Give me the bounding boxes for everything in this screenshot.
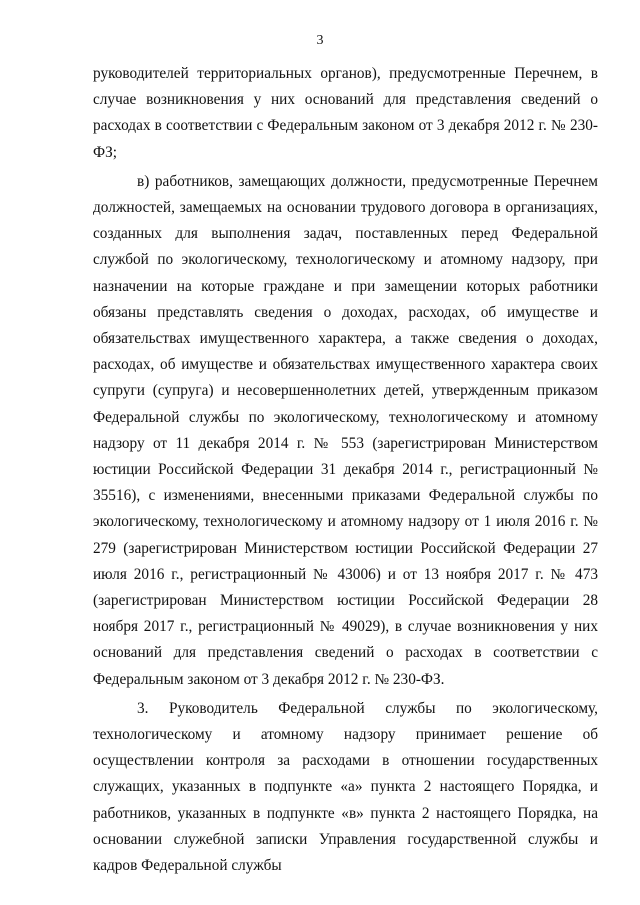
paragraph-continuation: руководителей территориальных органов), предусмотренные Перечнем, в случае возникновения у них оснований для представления сведений о расходах в соответствии с Федеральным законом от 3 декабря 2012 г. № 230-ФЗ;	[93, 65, 598, 161]
paragraph-item-v: в) работников, замещающих должности, предусмотренные Перечнем должностей, замещаемых на основании трудового договора в организациях, созданных для выполнения задач, поставленных перед Федеральной службой по экологическому, технологическому и атомному надзору, при назначении на которые граждане и при замещении которых работники обязаны представлять сведения о доходах, расходах, об имуществе и обязательствах имущественного характера, а также сведения о доходах, расходах, об имуществе и обязательствах имущественного характера своих супруги (супруга) и несовершеннолетних детей, утвержденным приказом Федеральной службы по экологическому, технологическому и атомному надзору от 11 декабря 2014 г. № 553 (зарегистрирован Министерством юстиции Российской Федерации 31 декабря 2014 г., регистрационный № 35516), с изменениями, внесенными приказами Федеральной службы по экологическому, технологическому и атомному надзору от 1 июля 2016 г. № 279 (зарегистрирован Министерством юстиции Российской Федерации 27 июля 2016 г., регистрационный № 43006) и от 13 ноября 2017 г. № 473 (зарегистрирован Министерством юстиции Российской Федерации 28 ноября 2017 г., регистрационный № 49029), в случае возникновения у них оснований для представления сведений о расходах в соответствии с Федеральным законом от 3 декабря 2012 г. № 230-ФЗ.	[93, 172, 598, 688]
document-body	[93, 61, 598, 879]
page-number: 3	[316, 33, 324, 48]
paragraph-point-3: 3. Руководитель Федеральной службы по экологическому, технологическому и атомному надзору принимает решение об осуществлении контроля за расходами в отношении государственных служащих, указанных в подпункте «а» пункта 2 настоящего Порядка, и работников, указанных в подпункте «в» пункта 2 настоящего Порядка, на основании служебной записки Управления государственной службы и кадров Федеральной службы	[93, 699, 598, 875]
